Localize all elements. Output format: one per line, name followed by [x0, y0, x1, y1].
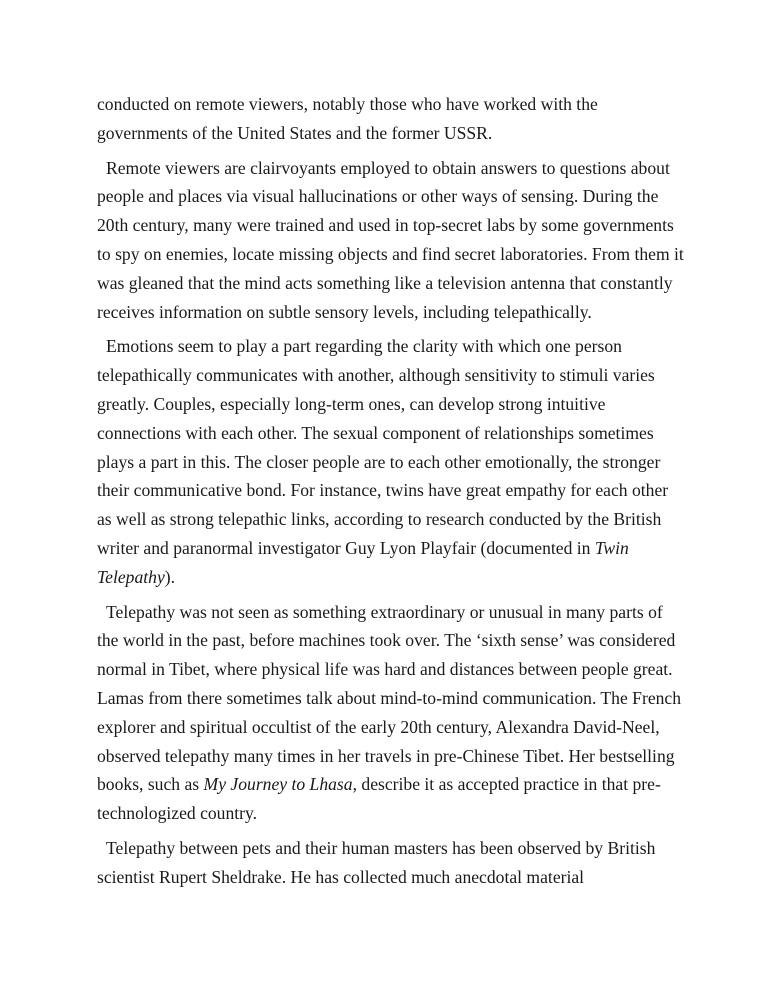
book-title-twin-telepathy: Twin Telepathy	[97, 537, 629, 587]
paragraph-5: Telepathy between pets and their human masters has been observed by British scientist Rupert Sheldrake. He has collected much anecdotal material	[97, 837, 656, 887]
paragraph-3-end: ).	[164, 566, 176, 587]
page-body	[97, 90, 687, 898]
paragraph-2: Remote viewers are clairvoyants employed to obtain answers to questions about people and places via visual hallucinations or other ways of sensing. During the 20th century, many were trained and used in top-secret labs by some governments to spy on enemies, locate missing objects and find secret laboratories. From them it was gleaned that the mind acts something like a television antenna that constantly receives information on subtle sensory levels, including telepathically.	[97, 157, 684, 322]
paragraph-3-text: Emotions seem to play a part regarding the clarity with which one person telepathically communicates with another, although sensitivity to stimuli varies greatly. Couples, especially long-term ones, can develop strong intuitive connections with each other. The sexual component of relationships sometimes plays a part in this. The closer people are to each other emotionally, the stronger their communicative bond. For instance, twins have great empathy for each other as well as strong telepathic links, according to research conducted by the British writer and paranormal investigator Guy Lyon Playfair (documented in	[97, 336, 669, 558]
paragraph-4-end: , describe it as accepted practice in that pre-technologized country.	[97, 774, 661, 824]
paragraph-4-text: Telepathy was not seen as something extraordinary or unusual in many parts of the world in the past, before machines took over. The ‘sixth sense’ was considered normal in Tibet, where physical life was hard and distances between people great. Lamas from there sometimes talk about mind-to-mind communication. The French explorer and spiritual occultist of the early 20th century, Alexandra David-Neel, observed telepathy many times in her travels in pre-Chinese Tibet. Her bestselling books, such as	[97, 601, 682, 795]
paragraph-4	[97, 598, 687, 828]
paragraph-3	[97, 332, 687, 591]
book-title-my-journey-to-lhasa: My Journey to Lhasa	[203, 774, 353, 795]
paragraph-1: conducted on remote viewers, notably those who have worked with the governments of the United States and the former USSR.	[97, 94, 598, 143]
